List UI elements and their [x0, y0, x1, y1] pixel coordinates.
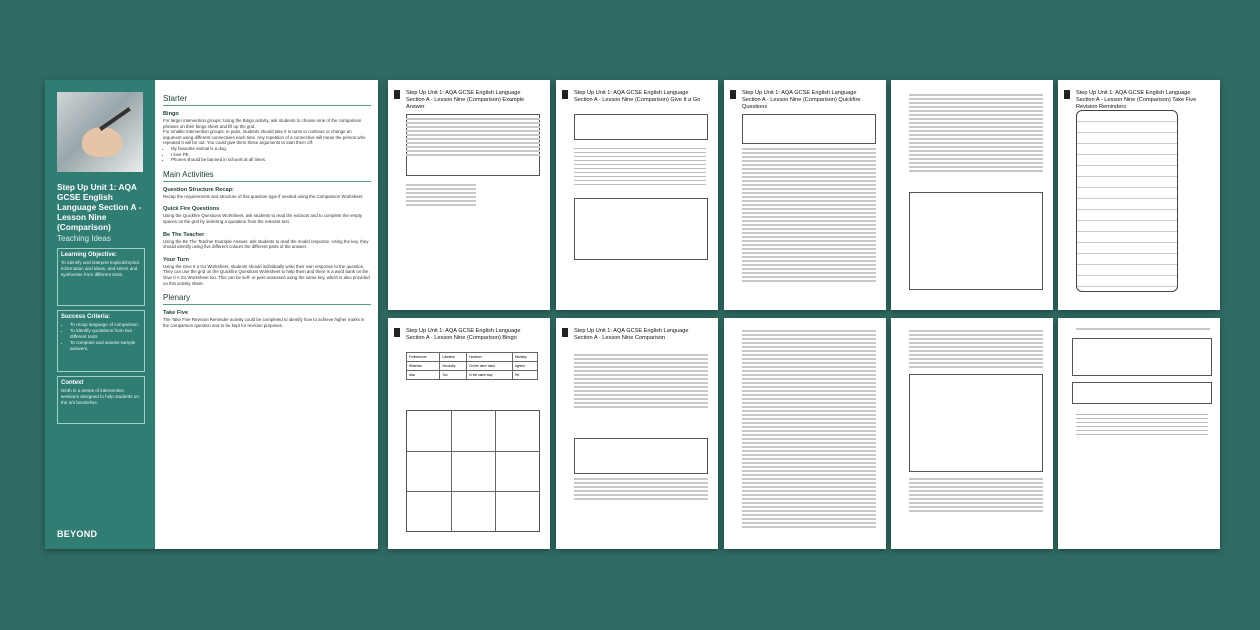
activity-text: Using the Be The Teacher Example Answer, ask students to read the model response. Using the key, they should identify using five different colours the different parts of the answer. [163, 238, 369, 250]
sheet-title: Step Up Unit 1: AQA GCSE English Language Section A - Lesson Nine (Comparison) [57, 182, 142, 232]
success-criteria-box [1072, 382, 1212, 404]
bingo-word: Whereas [407, 362, 440, 371]
page-comparison-grid [891, 318, 1053, 549]
criteria-item: • To compose and assess sample answers. [70, 340, 141, 352]
bingo-word: Also [407, 371, 440, 380]
learning-objective-heading: Learning Objective: [61, 252, 118, 258]
activities-heading: Main Activities [163, 170, 371, 182]
answer-lines [1076, 414, 1208, 438]
bingo-grid [406, 410, 540, 532]
comparison-grid [909, 374, 1043, 472]
beyond-mark-icon [562, 90, 568, 99]
success-criteria-box [574, 198, 708, 260]
question-box [742, 114, 876, 144]
sheet-subtitle: Teaching Ideas [57, 234, 111, 243]
activity-text: Recap the requirements and structure of this question type if needed using the Comparison Worksheet. [163, 193, 364, 199]
success-criteria-heading: Success Criteria: [61, 314, 111, 320]
starter-heading: Starter [163, 94, 371, 106]
pen-image [99, 107, 131, 131]
page-quickfire-questions [724, 80, 886, 310]
bingo-word-table [406, 352, 538, 380]
beyond-mark-icon [1064, 90, 1070, 99]
comparison-text [574, 354, 708, 410]
argument-item: • I love PE. [171, 152, 371, 158]
bingo-word: In the same way [467, 371, 512, 380]
hand-image [82, 127, 122, 157]
activity-title: Quick Fire Questions [163, 206, 220, 213]
activity-title: Be The Teacher [163, 231, 205, 238]
page-extracts [724, 318, 886, 549]
page-give-it-a-go [556, 80, 718, 310]
answer-lines [574, 148, 706, 188]
extract-text [909, 330, 1043, 370]
instruction-text [1076, 328, 1210, 332]
activity-title: Your Turn [163, 256, 189, 263]
page-example-answer [388, 80, 550, 310]
bingo-title: Bingo [163, 111, 179, 117]
argument-item: • My favourite animal is a dog. [171, 146, 371, 152]
hand-writing-photo [57, 92, 143, 172]
page-title: Step Up Unit 1: AQA GCSE English Language Section A - Lesson Nine (Comparison) Take Five Revision Reminders [1076, 90, 1197, 110]
page-comparison [556, 318, 718, 549]
page-title: Step Up Unit 1: AQA GCSE English Language Section A - Lesson Nine (Comparison) Quickfire Questions [742, 90, 861, 110]
beyond-mark-icon [730, 90, 736, 99]
bingo-word: Too [440, 371, 467, 380]
bingo-word: However [467, 353, 512, 362]
bingo-text-1: For larger intervention groups: Using the Bingo activity, ask students to choose nine of the comparison phrases on their bingo sheet and fill up the grid. [163, 118, 362, 129]
bingo-word: Similarly [512, 353, 537, 362]
extract-text [742, 148, 876, 284]
model-answer-text [406, 118, 540, 158]
key-list [406, 184, 476, 208]
page-title: Step Up Unit 1: AQA GCSE English Language Section A - Lesson Nine (Comparison) Example Answer [406, 90, 525, 110]
comparison-text [574, 478, 708, 502]
argument-item: • Phones should be banned in schools at all times. [171, 157, 371, 163]
word-bank-box [1072, 338, 1212, 376]
bingo-word: Furthermore [407, 353, 440, 362]
bingo-word: On the other hand [467, 362, 512, 371]
question-box [574, 114, 708, 140]
plenary-heading: Plenary [163, 293, 371, 305]
bingo-text-2: For smaller intervention groups: In pairs, students should take it in turns to continue or change an argument using different connectives each time. Any repetition of a connective will mean the person who repeated it will be out. You could give them these arguments to start them off: [163, 129, 366, 146]
beyond-mark-icon [394, 328, 400, 337]
bingo-word: Yet [512, 371, 537, 380]
page-take-five [1058, 80, 1220, 310]
learning-objective-text: To identify and interpret explicit/implicit information and ideas, and select and synthesise from different texts. [61, 260, 140, 277]
revision-scroll [1076, 110, 1178, 292]
context-heading: Context [61, 380, 84, 386]
learning-objective-box [57, 248, 145, 306]
extract-text [742, 330, 876, 530]
page-title: Step Up Unit 1: AQA GCSE English Language Section A - Lesson Nine Comparison [574, 328, 689, 341]
activity-text: Using the Quickfire Questions Worksheet, ask students to read the extracts and to complete the empty spaces on the grid by selecting a quotation from the relevant text. [163, 213, 363, 224]
bingo-word: Secondly [440, 362, 467, 371]
beyond-mark-icon [394, 90, 400, 99]
quotation-grid [909, 192, 1043, 290]
beyond-mark-icon [562, 328, 568, 337]
bingo-word: Agrees [512, 362, 537, 371]
sheet-content [163, 94, 371, 335]
page-bingo [388, 318, 550, 549]
plenary-title: Take Five [163, 310, 189, 317]
activity-text: Using the Give It a Go Worksheet, students should individually write their own response to the question. They can use the grid on the Quickfire Questions Worksheet to help them and there is a word bank on the Give It A Go Worksheet too. This can be self- or peer-assessed using the same key, which is also provided on this activity sheet. [163, 263, 370, 286]
activity-title: Question Structure Recap: [163, 186, 234, 193]
model-answer-text [909, 478, 1043, 514]
context-text: Ninth in a series of intervention sessions designed to help students on the 3/4 borderline. [61, 388, 139, 405]
plenary-text: The Take Five Revision Reminder activity could be completed to identify how to achieve higher marks in the comparison question and to be kept for revision purposes. [163, 317, 365, 328]
sidebar-panel [45, 80, 155, 549]
page-word-bank [1058, 318, 1220, 549]
success-criteria-box [57, 310, 145, 372]
criteria-item: • To identify quotations from two different texts [70, 328, 141, 340]
page-title: Step Up Unit 1: AQA GCSE English Language Section A - Lesson Nine (Comparison) Give It a Go [574, 90, 701, 103]
page-extract-grid [891, 80, 1053, 310]
context-box [57, 376, 145, 424]
extract-text [909, 94, 1043, 174]
bingo-word: Likewise [440, 353, 467, 362]
teaching-ideas-sheet [45, 80, 378, 549]
criteria-item: • To recap language of comparison [70, 322, 141, 328]
page-title: Step Up Unit 1: AQA GCSE English Language Section A - Lesson Nine (Comparison) Bingo [406, 328, 521, 341]
beyond-logo: BEYOND [57, 529, 98, 539]
question-box [574, 438, 708, 474]
